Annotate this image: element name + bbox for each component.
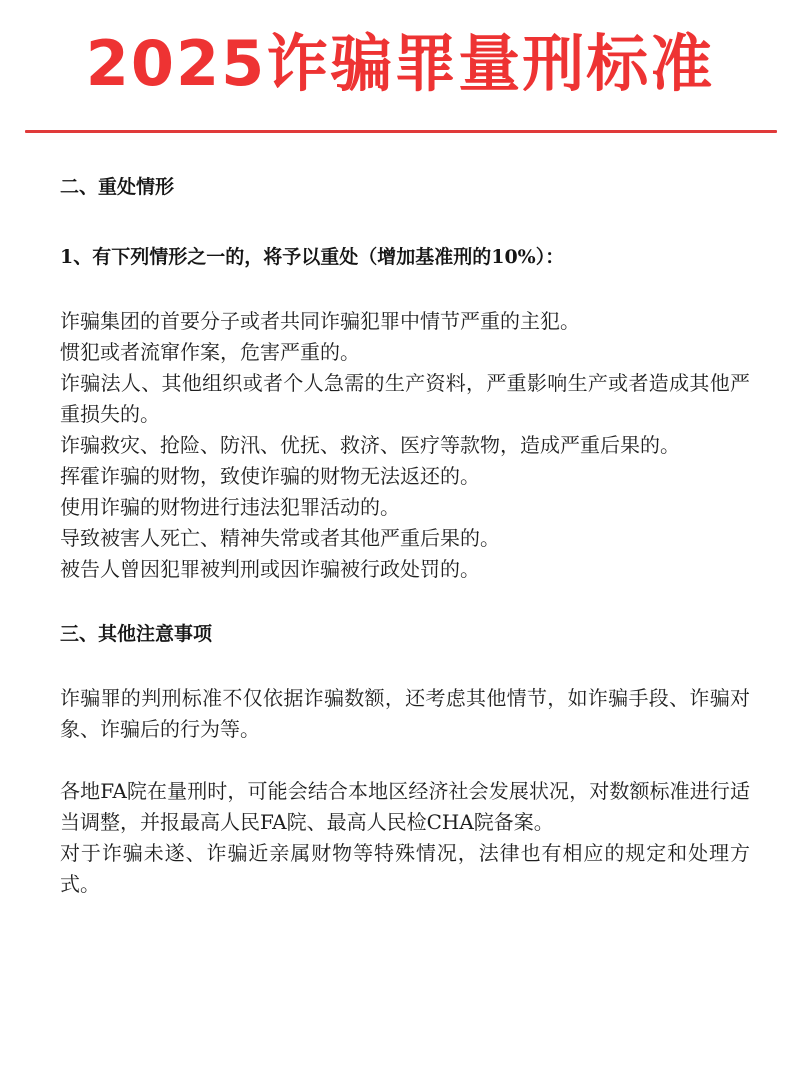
page-title: 2025诈骗罪量刑标准 bbox=[85, 27, 715, 100]
list-item: 被告人曾因犯罪被判刑或因诈骗被行政处罚的。 bbox=[60, 557, 480, 581]
list-item: 导致被害人死亡、精神失常或者其他严重后果的。 bbox=[60, 526, 500, 550]
list-item: 惯犯或者流窜作案，危害严重的。 bbox=[60, 340, 360, 364]
spacer bbox=[60, 745, 750, 776]
spacer bbox=[60, 651, 750, 683]
note-paragraph: 诈骗罪的判刑标准不仅依据诈骗数额，还考虑其他情节，如诈骗手段、诈骗对象、诈骗后的行为等。 bbox=[60, 686, 750, 741]
section-heading-other-notes: 三、其他注意事项 bbox=[60, 623, 213, 645]
list-item: 诈骗救灾、抢险、防汛、优抚、救济、医疗等款物，造成严重后果的。 bbox=[60, 433, 680, 457]
title-divider bbox=[25, 130, 777, 133]
list-item: 使用诈骗的财物进行违法犯罪活动的。 bbox=[60, 495, 400, 519]
aggravating-circumstances-list bbox=[60, 306, 750, 585]
list-item: 诈骗法人、其他组织或者个人急需的生产资料，严重影响生产或者造成其他严重损失的。 bbox=[60, 371, 750, 426]
spacer bbox=[60, 274, 750, 306]
list-item: 诈骗集团的首要分子或者共同诈骗犯罪中情节严重的主犯。 bbox=[60, 309, 580, 333]
document-body bbox=[60, 170, 750, 900]
aggravating-subheading: 1、有下列情形之一的，将予以重处（增加基准刑的10%）： bbox=[60, 246, 565, 268]
note-paragraph: 对于诈骗未遂、诈骗近亲属财物等特殊情况，法律也有相应的规定和处理方式。 bbox=[60, 841, 750, 896]
spacer bbox=[60, 585, 750, 617]
section-heading-aggravating: 二、重处情形 bbox=[60, 176, 175, 198]
list-item: 挥霍诈骗的财物，致使诈骗的财物无法返还的。 bbox=[60, 464, 480, 488]
spacer bbox=[60, 204, 750, 240]
note-paragraph: 各地FA院在量刑时，可能会结合本地区经济社会发展状况，对数额标准进行适当调整，并报最高人民FA院、最高人民检CHA院备案。 bbox=[60, 779, 750, 834]
